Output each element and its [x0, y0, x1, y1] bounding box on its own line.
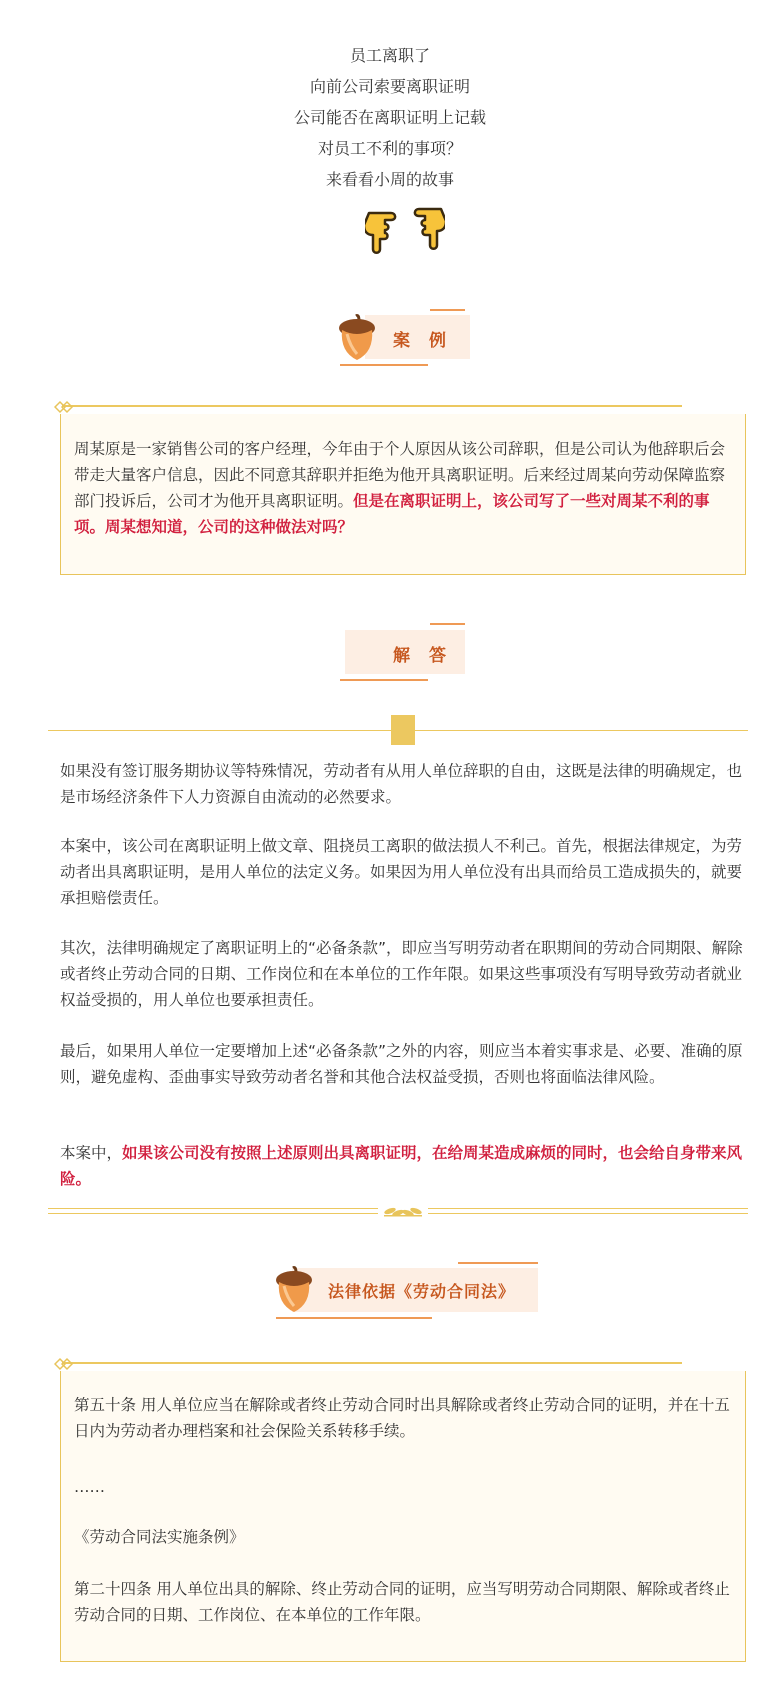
answer-p5-normal: 本案中，: [60, 1144, 123, 1162]
law-paragraph-2: 《劳动合同法实施条例》: [74, 1528, 245, 1546]
diamond-ornament-icon: [54, 399, 74, 413]
wheat-ornament-icon: [378, 1201, 428, 1221]
law-ellipsis: ……: [74, 1478, 105, 1496]
law-box-top-line: [62, 1362, 682, 1364]
case-header-bottom-line: [340, 364, 428, 366]
intro-line-3: 公司能否在离职证明上记载: [293, 108, 486, 127]
case-header-top-line: [430, 309, 465, 311]
answer-paragraph-5: [60, 1140, 750, 1192]
intro-line-1: 员工离职了: [349, 46, 430, 65]
case-box-top-line: [62, 405, 682, 407]
law-paragraph-3: 第二十四条 用人单位出具的解除、终止劳动合同的证明，应当写明劳动合同期限、解除或者终止劳动合同的日期、工作岗位、在本单位的工作年限。: [74, 1580, 730, 1624]
answer-paragraph-2: 本案中，该公司在离职证明上做文章、阻挠员工离职的做法损人不利己。首先，根据法律规定，为劳动者出具离职证明，是用人单位的法定义务。如果因为用人单位没有出具而给员工造成损失的，就要承担赔偿责任。: [60, 837, 743, 907]
pointing-hands-icon: [365, 205, 445, 255]
answer-p5-highlight: 如果该公司没有按照上述原则出具离职证明，在给周某造成麻烦的同时，也会给自身带来风险。: [60, 1144, 743, 1188]
answer-paragraph-4: 最后，如果用人单位一定要增加上述“必备条款”之外的内容，则应当本着实事求是、必要、准确的原则，避免虚构、歪曲事实导致劳动者名誉和其他合法权益受损，否则也将面临法律风险。: [60, 1042, 743, 1086]
gold-square-ornament: [391, 715, 415, 745]
diamond-ornament-icon-2: [54, 1356, 74, 1370]
law-header-top-line: [458, 1262, 538, 1264]
law-header-bottom-line: [276, 1317, 432, 1319]
law-paragraph-1: 第五十条 用人单位应当在解除或者终止劳动合同时出具解除或者终止劳动合同的证明，并在十五日内为劳动者办理档案和社会保险关系转移手续。: [74, 1396, 730, 1440]
intro-line-5: 来看看小周的故事: [325, 170, 454, 189]
case-text-normal: 周某原是一家销售公司的客户经理，今年由于个人原因从该公司辞职，但是公司认为他辞职后会带走大量客户信息，因此不同意其辞职并拒绝为他开具离职证明。后来经过周某向劳动保障监察部门投诉后，公司才为他开具离职证明。: [74, 440, 726, 510]
answer-title: 解 答: [393, 646, 447, 666]
acorn-icon: [337, 314, 377, 362]
intro-line-2: 向前公司索要离职证明: [309, 77, 470, 96]
answer-paragraph-1: 如果没有签订服务期协议等特殊情况，劳动者有从用人单位辞职的自由，这既是法律的明确规定，也是市场经济条件下人力资源自由流动的必然要求。: [60, 762, 743, 806]
case-title: 案 例: [393, 331, 447, 351]
law-title: 法律依据《劳动合同法》: [328, 1282, 516, 1301]
case-text-highlight: 但是在离职证明上，该公司写了一些对周某不利的事项。周某想知道，公司的这种做法对吗？: [74, 492, 710, 536]
answer-paragraph-3: 其次，法律明确规定了离职证明上的“必备条款”，即应当写明劳动者在职期间的劳动合同期限、解除或者终止劳动合同的日期、工作岗位和在本单位的工作年限。如果这些事项没有写明导致劳动者就业权益受损的，用人单位也要承担责任。: [60, 939, 743, 1009]
answer-header-bottom-line: [340, 679, 428, 681]
answer-header-top-line: [430, 623, 465, 625]
case-text: [74, 436, 730, 540]
intro-line-4: 对员工不利的事项？: [317, 139, 462, 158]
acorn-icon-2: [274, 1266, 314, 1314]
